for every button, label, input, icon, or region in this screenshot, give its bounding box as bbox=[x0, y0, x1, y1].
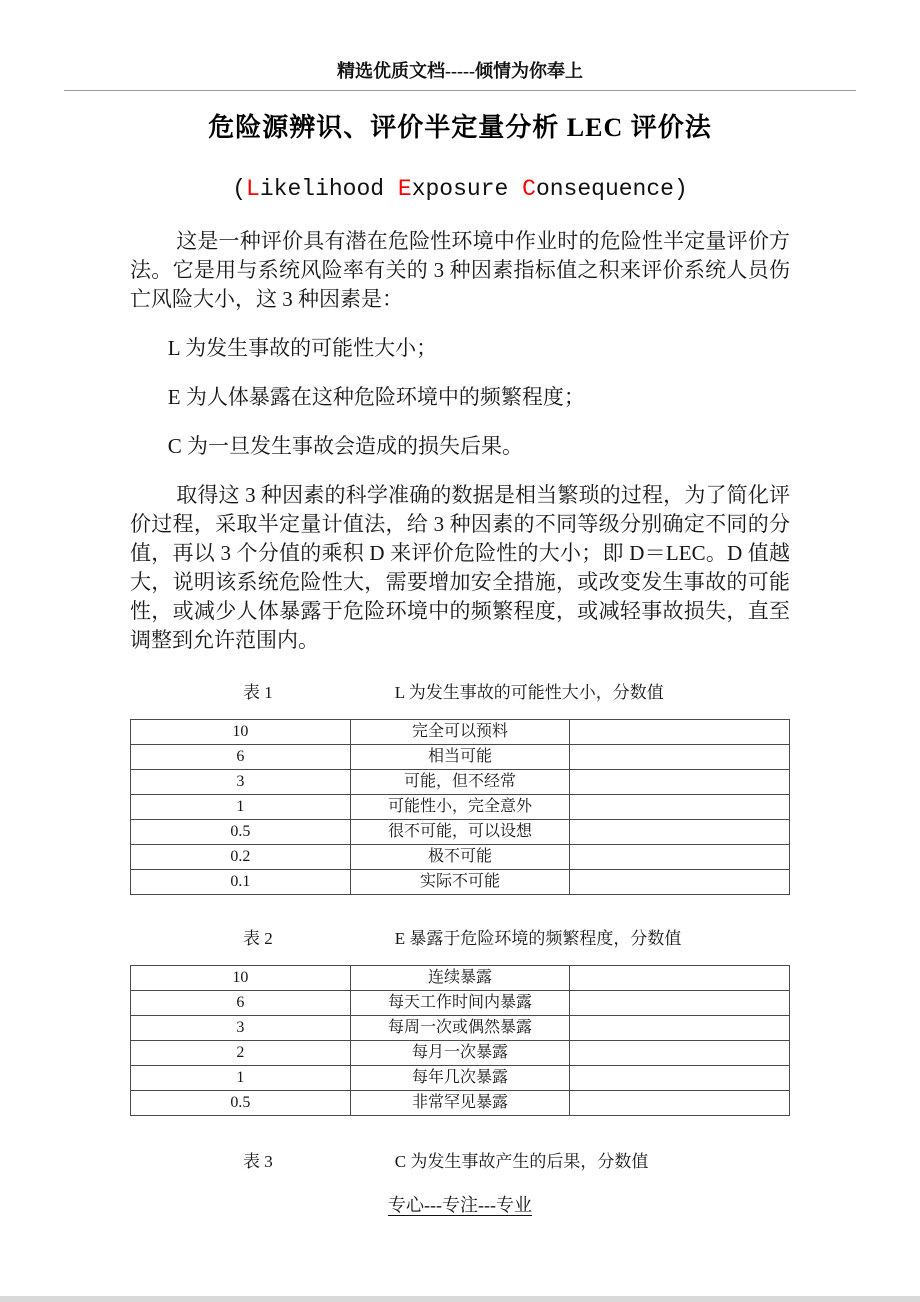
table-exposure bbox=[130, 965, 790, 1116]
table-cell: 6 bbox=[131, 991, 351, 1016]
table-cell: 每月一次暴露 bbox=[350, 1041, 570, 1066]
table2-label: 表 2 bbox=[243, 929, 273, 948]
document-body bbox=[130, 227, 790, 1174]
subtitle-text: ( bbox=[232, 176, 247, 202]
footer-text: 专心---专注---专业 bbox=[388, 1195, 532, 1215]
table-cell bbox=[570, 820, 790, 845]
table-cell bbox=[570, 966, 790, 991]
method-paragraph: 取得这 3 种因素的科学准确的数据是相当繁琐的过程，为了简化评价过程，采取半定量计值法，给 3 种因素的不同等级分别确定不同的分值，再以 3 个分值的乘积 D 来评价危险性的大小；即 D＝LEC。D 值越大，说明该系统危险性大，需要增加安全措施，或改变发生事故的可能性，或减少人体暴露于危险环境中的频繁程度，或减轻事故损失，直至调整到允许范围内。 bbox=[130, 483, 790, 652]
table3-label: 表 3 bbox=[243, 1152, 273, 1171]
table-cell bbox=[570, 1016, 790, 1041]
table-cell: 每天工作时间内暴露 bbox=[350, 991, 570, 1016]
subtitle-initial-letter: E bbox=[397, 176, 412, 202]
factor-line-l: L 为发生事故的可能性大小； bbox=[167, 336, 438, 360]
table-cell: 1 bbox=[131, 1066, 351, 1091]
table-row bbox=[131, 1041, 790, 1066]
table-row bbox=[131, 820, 790, 845]
subtitle-text: ikelihood bbox=[259, 176, 398, 202]
factor-line-e: E 为人体暴露在这种危险环境中的频繁程度； bbox=[167, 385, 585, 409]
table-cell: 10 bbox=[131, 966, 351, 991]
subtitle-text: xposure bbox=[411, 176, 523, 202]
table1-caption bbox=[130, 681, 790, 705]
table-cell bbox=[570, 991, 790, 1016]
table-row bbox=[131, 991, 790, 1016]
table-cell: 3 bbox=[131, 1016, 351, 1041]
header-text: 精选优质文档-----倾情为你奉上 bbox=[337, 61, 583, 81]
table-row bbox=[131, 1066, 790, 1091]
table-cell: 1 bbox=[131, 795, 351, 820]
table-cell: 实际不可能 bbox=[350, 870, 570, 895]
table-cell: 0.5 bbox=[131, 820, 351, 845]
factor-line-c: C 为一旦发生事故会造成的损失后果。 bbox=[167, 434, 524, 458]
table-cell: 0.1 bbox=[131, 870, 351, 895]
table2-title: E 暴露于危险环境的频繁程度，分数值 bbox=[394, 929, 682, 948]
table-row bbox=[131, 845, 790, 870]
table-row bbox=[131, 1016, 790, 1041]
table-cell bbox=[570, 1066, 790, 1091]
table-cell bbox=[570, 795, 790, 820]
table-cell: 10 bbox=[131, 720, 351, 745]
table-cell bbox=[570, 1091, 790, 1116]
table-cell: 完全可以预料 bbox=[350, 720, 570, 745]
table-cell: 3 bbox=[131, 770, 351, 795]
table2-caption bbox=[130, 927, 790, 951]
table1-title: L 为发生事故的可能性大小，分数值 bbox=[394, 683, 664, 702]
table-cell: 非常罕见暴露 bbox=[350, 1091, 570, 1116]
subtitle-text: onsequence) bbox=[535, 176, 688, 202]
table-likelihood-body bbox=[131, 720, 790, 895]
table-cell: 很不可能，可以设想 bbox=[350, 820, 570, 845]
table-cell: 每周一次或偶然暴露 bbox=[350, 1016, 570, 1041]
table-row bbox=[131, 1091, 790, 1116]
subtitle-initial-letter: L bbox=[246, 176, 260, 202]
page-subtitle bbox=[0, 175, 920, 203]
table-row bbox=[131, 770, 790, 795]
table-cell: 每年几次暴露 bbox=[350, 1066, 570, 1091]
intro-paragraph: 这是一种评价具有潜在危险性环境中作业时的危险性半定量评价方法。它是用与系统风险率有关的 3 种因素指标值之积来评价系统人员伤亡风险大小，这 3 种因素是： bbox=[130, 229, 790, 311]
table-cell bbox=[570, 745, 790, 770]
document-footer bbox=[0, 1193, 920, 1217]
subtitle-initial-letter: C bbox=[522, 176, 536, 202]
table-cell: 连续暴露 bbox=[350, 966, 570, 991]
table-row bbox=[131, 745, 790, 770]
table-cell: 可能性小，完全意外 bbox=[350, 795, 570, 820]
table-cell bbox=[570, 770, 790, 795]
table-cell: 极不可能 bbox=[350, 845, 570, 870]
table-row bbox=[131, 720, 790, 745]
table1-label: 表 1 bbox=[243, 683, 273, 702]
table-cell: 2 bbox=[131, 1041, 351, 1066]
page-bottom-edge bbox=[0, 1296, 920, 1302]
table-likelihood bbox=[130, 719, 790, 895]
table-exposure-body bbox=[131, 966, 790, 1116]
table-cell: 6 bbox=[131, 745, 351, 770]
table-row bbox=[131, 870, 790, 895]
table3-title: C 为发生事故产生的后果，分数值 bbox=[394, 1152, 649, 1171]
table-cell bbox=[570, 870, 790, 895]
table3-caption bbox=[130, 1150, 790, 1174]
table-row bbox=[131, 966, 790, 991]
table-cell: 相当可能 bbox=[350, 745, 570, 770]
page-title: 危险源辨识、评价半定量分析 LEC 评价法 bbox=[208, 113, 712, 142]
table-cell: 0.5 bbox=[131, 1091, 351, 1116]
table-row bbox=[131, 795, 790, 820]
table-cell bbox=[570, 845, 790, 870]
table-cell: 可能，但不经常 bbox=[350, 770, 570, 795]
document-header bbox=[64, 0, 856, 91]
table-cell bbox=[570, 720, 790, 745]
table-cell bbox=[570, 1041, 790, 1066]
table-cell: 0.2 bbox=[131, 845, 351, 870]
